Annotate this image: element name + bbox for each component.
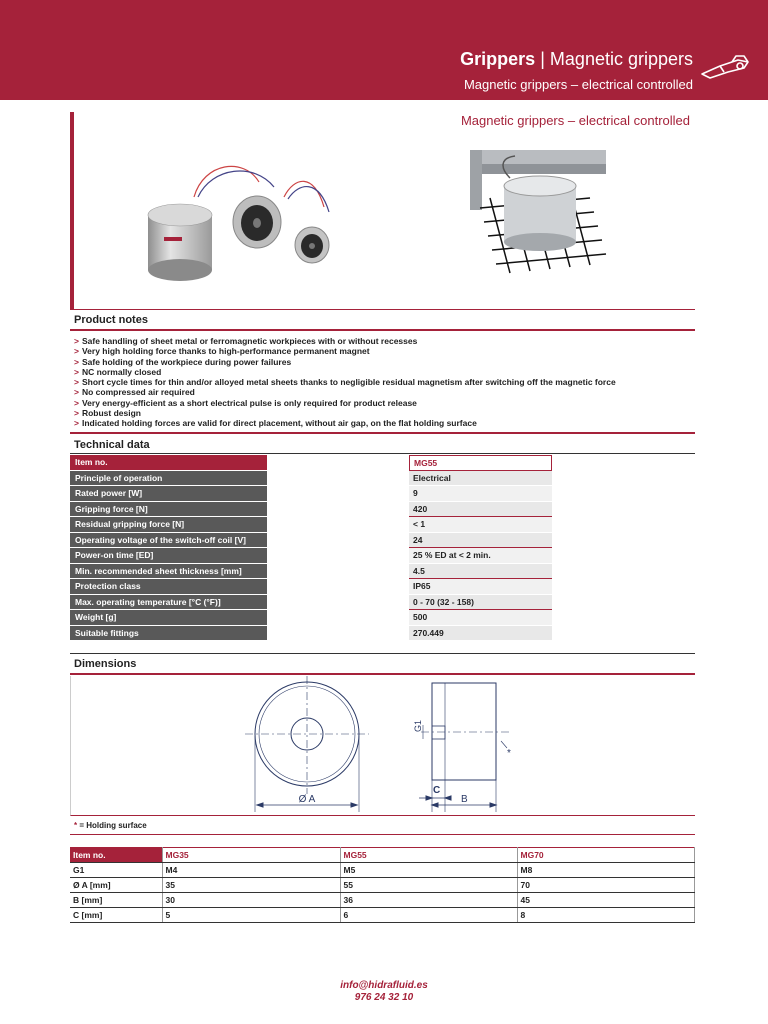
tech-row-value: 420	[409, 502, 552, 518]
dim-label-holding-surface: *	[507, 748, 511, 759]
dimensions-table	[70, 847, 695, 923]
tech-row-value: Electrical	[409, 471, 552, 487]
contact-email[interactable]: info@hidrafluid.es	[340, 980, 428, 991]
list-item: > Safe handling of sheet metal or ferromagnetic workpieces with or without recesses	[74, 336, 418, 346]
table-cell: Ø A [mm]	[70, 878, 162, 893]
table-header-cell: MG35	[162, 848, 340, 863]
tech-row-value: IP65	[409, 579, 552, 595]
dimensions-rule	[70, 673, 695, 675]
product-notes-rule	[70, 329, 695, 331]
technical-data-heading: Technical data	[74, 439, 150, 451]
product-notes-bottom-rule	[70, 432, 695, 434]
title-product-group: Magnetic grippers	[549, 49, 693, 69]
table-header-row	[70, 848, 695, 863]
tech-row-label: Max. operating temperature [°C (°F)]	[70, 595, 267, 611]
list-item: > Very energy-efficient as a short electrical pulse is only required for product release	[74, 397, 417, 408]
table-cell: 45	[517, 893, 695, 908]
table-cell: 30	[162, 893, 340, 908]
tech-row-value: 0 - 70 (32 - 158)	[409, 595, 552, 611]
dimensions-heading: Dimensions	[74, 658, 137, 670]
tech-row-label: Principle of operation	[70, 471, 267, 487]
table-row	[70, 893, 695, 908]
dimensions-drawing-panel	[70, 676, 695, 816]
page-header	[0, 0, 768, 100]
table-cell: 6	[340, 908, 517, 923]
tech-row-value: 4.5	[409, 564, 552, 580]
table-cell: B [mm]	[70, 893, 162, 908]
dim-label-g1: G1	[413, 719, 423, 732]
technical-data-values	[409, 455, 552, 641]
tech-row-value: 9	[409, 486, 552, 502]
contact-phone[interactable]: 976 24 32 10	[354, 992, 414, 1003]
list-item: > Indicated holding forces are valid for direct placement, without air gap, on the flat holding surface	[74, 418, 477, 429]
tech-row-value: 270.449	[409, 626, 552, 642]
list-item: > NC normally closed	[74, 366, 162, 377]
list-item: > Short cycle times for thin and/or alloyed metal sheets thanks to negligible residual magnetism after switching off the magnetic force	[74, 377, 616, 388]
table-row	[70, 863, 695, 878]
page-subtitle: Magnetic grippers – electrical controlled	[463, 77, 693, 92]
holding-surface-footnote: * = Holding surface	[74, 821, 147, 830]
tech-header-label: Item no.	[70, 455, 267, 471]
list-item: > Very high holding force thanks to high-performance permanent magnet	[74, 346, 370, 357]
dimensions-top-rule	[70, 653, 695, 654]
tech-row-label: Suitable fittings	[70, 626, 267, 642]
list-item: > Safe holding of the workpiece during power failures	[74, 356, 292, 367]
table-cell: 8	[517, 908, 695, 923]
technical-data-labels	[70, 455, 267, 641]
dim-label-c: C	[433, 785, 441, 796]
table-cell: 55	[340, 878, 517, 893]
list-item: > Robust design	[74, 408, 141, 419]
table-cell: 35	[162, 878, 340, 893]
table-header-cell: Item no.	[70, 848, 162, 863]
tech-row-label: Gripping force [N]	[70, 502, 267, 518]
tech-row-value: 25 % ED at < 2 min.	[409, 548, 552, 564]
photo-panel-title: Magnetic grippers – electrical controlled	[460, 113, 690, 128]
table-row	[70, 878, 695, 893]
table-cell: 5	[162, 908, 340, 923]
tech-row-label: Operating voltage of the switch-off coil [V]	[70, 533, 267, 549]
tech-row-label: Residual gripping force [N]	[70, 517, 267, 533]
dim-label-diameter: Ø A	[298, 794, 316, 805]
magnetic-grippers-photo	[134, 157, 334, 287]
tech-row-value: < 1	[409, 517, 552, 533]
table-cell: M5	[340, 863, 517, 878]
product-photo-panel	[70, 112, 695, 310]
technical-data-rule	[70, 453, 695, 454]
list-item: > No compressed air required	[74, 387, 195, 398]
gripper-on-mesh-photo	[470, 148, 610, 278]
title-category: Grippers	[460, 49, 536, 69]
product-notes-heading: Product notes	[74, 314, 148, 326]
table-cell: M4	[162, 863, 340, 878]
tech-row-label: Power-on time [ED]	[70, 548, 267, 564]
gripper-icon	[698, 52, 754, 82]
tech-row-value: 500	[409, 610, 552, 626]
table-cell: C [mm]	[70, 908, 162, 923]
page-title	[460, 49, 693, 70]
table-cell: 36	[340, 893, 517, 908]
title-separator: |	[540, 49, 545, 69]
table-header-cell: MG55	[340, 848, 517, 863]
footnote-rule	[70, 834, 695, 835]
table-row	[70, 908, 695, 923]
tech-row-label: Weight [g]	[70, 610, 267, 626]
tech-row-label: Rated power [W]	[70, 486, 267, 502]
dim-label-b: B	[461, 794, 468, 805]
tech-row-label: Min. recommended sheet thickness [mm]	[70, 564, 267, 580]
tech-row-value: 24	[409, 533, 552, 549]
table-cell: G1	[70, 863, 162, 878]
table-cell: M8	[517, 863, 695, 878]
tech-row-label: Protection class	[70, 579, 267, 595]
table-header-cell: MG70	[517, 848, 695, 863]
table-cell: 70	[517, 878, 695, 893]
dimension-drawing	[71, 676, 696, 816]
product-notes-list	[74, 336, 694, 429]
tech-header-value: MG55	[409, 455, 552, 471]
